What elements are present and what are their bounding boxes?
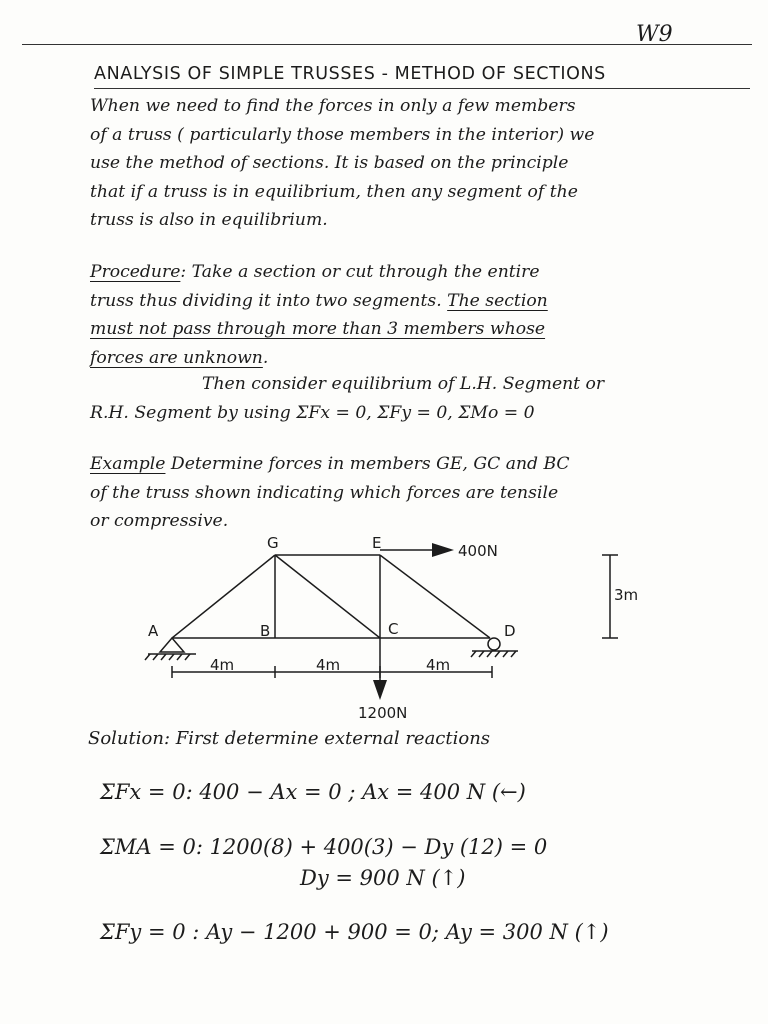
equation-sum-ma: ΣMA = 0: 1200(8) + 400(3) − Dy (12) = 0 bbox=[100, 835, 548, 859]
pin-support-icon bbox=[160, 638, 184, 652]
span-label: 4m bbox=[316, 656, 341, 674]
joint-label: E bbox=[372, 534, 382, 552]
member-GC bbox=[275, 555, 380, 638]
roller-support-icon bbox=[488, 638, 500, 650]
procedure-rule: must not pass through more than 3 members whose bbox=[90, 319, 546, 339]
top-rule bbox=[22, 44, 752, 45]
solution-heading: Solution: First determine external reactions bbox=[88, 728, 491, 749]
intro-line: truss is also in equilibrium. bbox=[90, 210, 328, 230]
page-title: ANALYSIS OF SIMPLE TRUSSES - METHOD OF SECTIONS bbox=[94, 64, 606, 84]
procedure-paragraph bbox=[90, 258, 548, 372]
example-paragraph bbox=[90, 450, 570, 536]
intro-line: of a truss ( particularly those members in the interior) we bbox=[90, 124, 595, 145]
example-text: or compressive. bbox=[90, 511, 229, 531]
procedure-rule: forces are unknown bbox=[90, 347, 263, 368]
joint-label: C bbox=[388, 620, 399, 638]
intro-line: that if a truss is in equilibrium, then any segment of the bbox=[90, 181, 578, 202]
span-label: 4m bbox=[426, 656, 451, 674]
truss-diagram bbox=[120, 530, 660, 720]
joint-label: A bbox=[148, 622, 159, 640]
equation-sum-fx: ΣFx = 0: 400 − Ax = 0 ; Ax = 400 N (←) bbox=[100, 780, 526, 804]
intro-line: When we need to find the forces in only a few members bbox=[90, 96, 576, 116]
joint-label: D bbox=[504, 622, 516, 640]
example-text: Determine forces in members GE, GC and BC bbox=[165, 454, 570, 474]
span-label: 4m bbox=[210, 656, 235, 674]
title-underline bbox=[94, 88, 750, 89]
joint-label: B bbox=[260, 622, 271, 640]
equation-dy-result: Dy = 900 N (↑) bbox=[300, 866, 466, 890]
equilibrium-line: Then consider equilibrium of L.H. Segment or bbox=[202, 374, 605, 394]
page-number: W9 bbox=[636, 22, 673, 47]
equilibrium-statement bbox=[90, 370, 604, 427]
load-label: 1200N bbox=[358, 704, 408, 720]
procedure-text: : Take a section or cut through the entire bbox=[180, 262, 540, 282]
joint-label: G bbox=[267, 534, 279, 552]
example-text: of the truss shown indicating which forces are tensile bbox=[90, 482, 559, 503]
procedure-text: truss thus dividing it into two segments. bbox=[90, 290, 448, 311]
procedure-rule: The section bbox=[447, 290, 548, 311]
procedure-label: Procedure bbox=[90, 262, 181, 282]
equation-sum-fy: ΣFy = 0 : Ay − 1200 + 900 = 0; Ay = 300 N (↑) bbox=[100, 920, 609, 944]
equilibrium-line: R.H. Segment by using ΣFx = 0, ΣFy = 0, ΣMo = 0 bbox=[90, 402, 535, 423]
load-label: 400N bbox=[458, 542, 498, 560]
example-label: Example bbox=[90, 454, 166, 474]
intro-line: use the method of sections. It is based on the principle bbox=[90, 153, 569, 173]
procedure-text: . bbox=[262, 347, 269, 368]
height-label: 3m bbox=[614, 586, 639, 604]
intro-paragraph bbox=[90, 92, 594, 235]
